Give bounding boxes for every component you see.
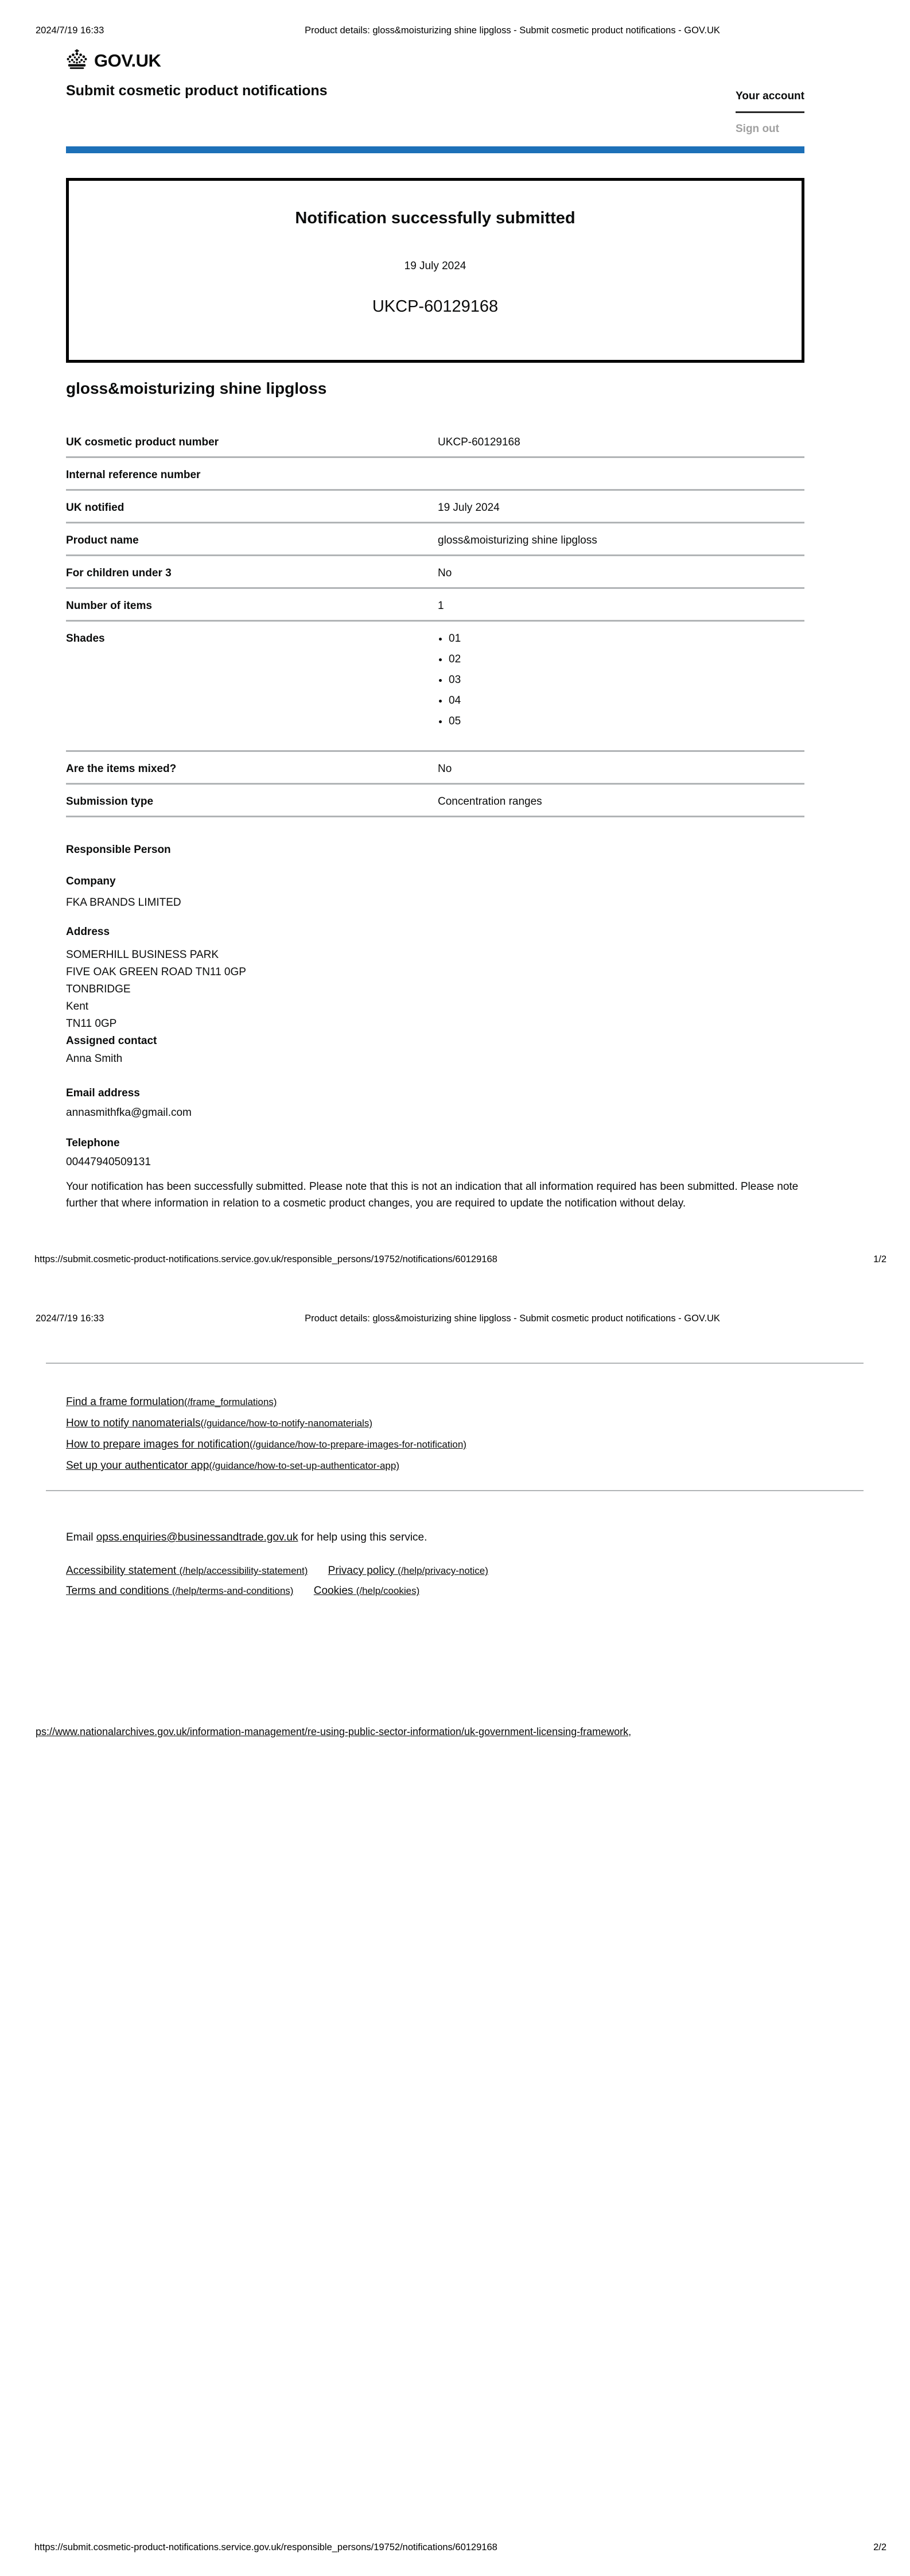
- licence-url-text: ps://www.nationalarchives.gov.uk/information-management/re-using-public-sector-information/uk-government-licensing-framework,: [36, 1726, 632, 1737]
- footer-links-row: [66, 1585, 812, 1597]
- print-footer: [34, 1254, 886, 1265]
- help-prefix: Email: [66, 1531, 96, 1543]
- address-value: [66, 946, 804, 1033]
- help-line: [66, 1531, 427, 1544]
- shade-item: • 05: [449, 715, 804, 728]
- address-line: FIVE OAK GREEN ROAD TN11 0GP: [66, 966, 246, 978]
- table-row: [66, 458, 804, 491]
- row-label: UK notified: [66, 502, 125, 514]
- link-privacy-policy[interactable]: [328, 1565, 488, 1577]
- link-href: (/guidance/how-to-set-up-authenticator-app): [209, 1460, 399, 1471]
- table-row: [66, 425, 804, 458]
- table-row: [66, 523, 804, 556]
- link-href: (/help/accessibility-statement): [179, 1565, 308, 1576]
- shades-list: [438, 633, 804, 728]
- row-value: Concentration ranges: [438, 796, 542, 808]
- email-label: Email address: [66, 1087, 140, 1099]
- table-row: [66, 491, 804, 523]
- row-value: 19 July 2024: [438, 502, 500, 514]
- company-label: Company: [66, 875, 116, 887]
- footer-url: https://submit.cosmetic-product-notifications.service.gov.uk/responsible_persons/19752/notifications/60129168: [34, 2542, 497, 2552]
- footer-links: [66, 1565, 812, 1605]
- print-date: 2024/7/19 16:33: [36, 1313, 104, 1324]
- print-header: [36, 25, 874, 36]
- responsible-person-heading: Responsible Person: [66, 844, 171, 856]
- row-value: UKCP-60129168: [438, 436, 520, 448]
- table-row: [66, 752, 804, 785]
- link-frame-formulation[interactable]: [66, 1396, 277, 1409]
- account-nav: [736, 90, 804, 135]
- divider: [46, 1363, 864, 1364]
- address-label: Address: [66, 926, 110, 938]
- help-suffix: for help using this service.: [298, 1531, 427, 1543]
- national-archives-link[interactable]: [36, 1725, 631, 1738]
- email-value: annasmithfka@gmail.com: [66, 1107, 192, 1119]
- footer-links-row: [66, 1565, 812, 1577]
- row-label: Product name: [66, 534, 139, 546]
- sign-out-link[interactable]: Sign out: [736, 123, 779, 135]
- link-href: (/help/cookies): [356, 1585, 420, 1596]
- header-accent-bar: [66, 146, 804, 153]
- shade-item: • 01: [449, 633, 804, 645]
- link-terms-and-conditions[interactable]: [66, 1585, 293, 1597]
- link-prepare-images[interactable]: [66, 1438, 466, 1451]
- link-label: Privacy policy: [328, 1565, 395, 1577]
- row-label: Shades: [66, 633, 105, 645]
- submission-disclaimer: Your notification has been successfully submitted. Please note that this is not an indication that all information required has been submitted. Please note further that where information in relation to a cosmetic product changes, you are required to update the notification without delay.: [66, 1181, 799, 1209]
- print-title: Product details: gloss&moisturizing shine lipgloss - Submit cosmetic product notifications - GOV.UK: [305, 1313, 720, 1324]
- row-label: UK cosmetic product number: [66, 436, 219, 448]
- address-line: TN11 0GP: [66, 1018, 117, 1030]
- link-label: Cookies: [313, 1585, 353, 1597]
- address-line: TONBRIDGE: [66, 983, 131, 995]
- footer-url: https://submit.cosmetic-product-notifications.service.gov.uk/responsible_persons/19752/notifications/60129168: [34, 1254, 497, 1264]
- link-href: (/guidance/how-to-prepare-images-for-notification): [250, 1439, 466, 1450]
- page-2: [0, 1288, 910, 2576]
- table-row: [66, 785, 804, 817]
- table-row: [66, 556, 804, 589]
- link-label: How to notify nanomaterials: [66, 1417, 201, 1429]
- page-number: 2/2: [873, 2542, 886, 2552]
- row-value: 1: [438, 600, 444, 612]
- govuk-logo-text: GOV.UK: [94, 51, 161, 71]
- link-cookies[interactable]: [314, 1585, 420, 1597]
- link-label: Terms and conditions: [66, 1585, 169, 1597]
- govuk-logo-link[interactable]: [65, 49, 161, 72]
- row-label: Submission type: [66, 796, 154, 808]
- confirmation-reference: UKCP-60129168: [372, 297, 499, 316]
- divider: [46, 1490, 864, 1491]
- link-label: Set up your authenticator app: [66, 1460, 209, 1472]
- table-row-shades: [66, 622, 804, 752]
- link-authenticator-app[interactable]: [66, 1460, 399, 1472]
- row-label: For children under 3: [66, 567, 172, 579]
- print-date: 2024/7/19 16:33: [36, 25, 104, 36]
- print-footer: [34, 2542, 886, 2553]
- link-label: How to prepare images for notification: [66, 1438, 250, 1450]
- address-line: Kent: [66, 1000, 89, 1012]
- assigned-contact-label: Assigned contact: [66, 1035, 157, 1047]
- link-accessibility-statement[interactable]: [66, 1565, 308, 1577]
- help-email-link[interactable]: opss.enquiries@businessandtrade.gov.uk: [96, 1531, 298, 1543]
- service-name: Submit cosmetic product notifications: [66, 83, 328, 99]
- row-label: Number of items: [66, 600, 152, 612]
- product-details: [66, 425, 804, 1212]
- shade-item: • 02: [449, 653, 804, 666]
- link-label: Find a frame formulation: [66, 1396, 184, 1408]
- assigned-contact-value: Anna Smith: [66, 1053, 123, 1065]
- row-value: [438, 469, 804, 482]
- row-value: No: [438, 567, 452, 579]
- row-label: Are the items mixed?: [66, 763, 177, 775]
- shade-item: • 03: [449, 674, 804, 686]
- link-href: (/help/privacy-notice): [398, 1565, 488, 1576]
- shades-list-wrap: [438, 633, 804, 743]
- confirmation-title: Notification successfully submitted: [295, 209, 575, 227]
- telephone-value: 00447940509131: [66, 1156, 151, 1168]
- page-number: 1/2: [873, 1254, 886, 1264]
- table-row: [66, 589, 804, 622]
- link-href: (/guidance/how-to-notify-nanomaterials): [200, 1418, 372, 1429]
- link-href: (/frame_formulations): [184, 1396, 277, 1407]
- your-account-link[interactable]: Your account: [736, 90, 804, 113]
- company-value: FKA BRANDS LIMITED: [66, 897, 181, 909]
- row-value: gloss&moisturizing shine lipgloss: [438, 534, 597, 546]
- link-notify-nanomaterials[interactable]: [66, 1417, 372, 1430]
- address-line: SOMERHILL BUSINESS PARK: [66, 949, 219, 961]
- shade-item: • 04: [449, 695, 804, 707]
- row-label: Internal reference number: [66, 469, 201, 481]
- print-header: [36, 1313, 874, 1324]
- crown-icon: [65, 49, 89, 72]
- print-title: Product details: gloss&moisturizing shine lipgloss - Submit cosmetic product notifications - GOV.UK: [305, 25, 720, 36]
- link-label: Accessibility statement: [66, 1565, 177, 1577]
- telephone-label: Telephone: [66, 1137, 120, 1149]
- row-value: No: [438, 763, 452, 775]
- related-links: [66, 1396, 466, 1481]
- confirmation-panel: [66, 178, 804, 363]
- product-heading: gloss&moisturizing shine lipgloss: [66, 379, 327, 397]
- confirmation-date: 19 July 2024: [404, 260, 466, 272]
- link-href: (/help/terms-and-conditions): [172, 1585, 294, 1596]
